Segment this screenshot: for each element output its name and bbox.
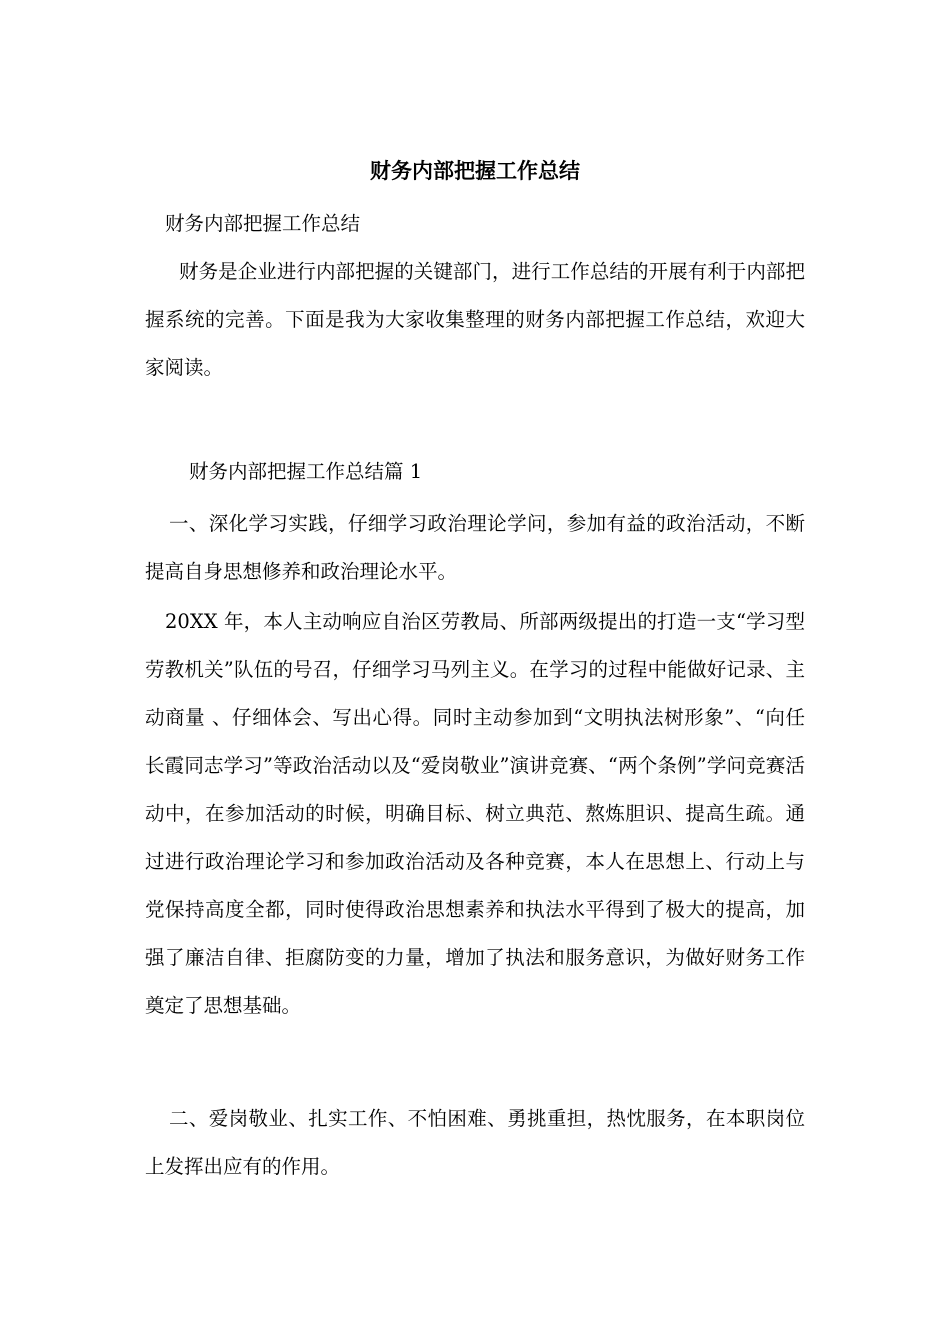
body-paragraph-3: 二、爱岗敬业、扎实工作、不怕困难、勇挑重担，热忱服务，在本职岗位上发挥出应有的作用。 xyxy=(145,1107,805,1178)
section-heading: 财务内部把握工作总结篇 1 xyxy=(189,460,423,483)
intro-paragraph: 财务是企业进行内部把握的关键部门，进行工作总结的开展有利于内部把握系统的完善。下面是我为大家收集整理的财务内部把握工作总结，欢迎大家阅读。 xyxy=(145,260,805,379)
body-paragraph-2: 20XX 年，本人主动响应自治区劳教局、所部两级提出的打造一支“学习型劳教机关”队伍的号召，仔细学习马列主义。在学习的过程中能做好记录、主动商量 、仔细体会、写出心得。同时主动参加到“文明执法树形象”、“向任长霞同志学习”等政治活动以及“爱岗敬业”演讲竞赛、“两个条例”学问竞赛活动中，在参加活动的时候，明确目标、树立典范、熬炼胆识、提高生疏。通过进行政治理论学习和参加政治活动及各种竞赛，本人在思想上、行动上与党保持高度全都，同时使得政治思想素养和执法水平得到了极大的提高，加强了廉洁自律、拒腐防变的力量，增加了执法和服务意识，为做好财务工作奠定了思想基础。 xyxy=(145,610,805,1017)
document-title: 财务内部把握工作总结 xyxy=(370,158,580,183)
body-paragraph-1: 一、深化学习实践，仔细学习政治理论学问，参加有益的政治活动，不断提高自身思想修养和政治理论水平。 xyxy=(145,512,805,583)
document-subtitle: 财务内部把握工作总结 xyxy=(165,212,361,235)
